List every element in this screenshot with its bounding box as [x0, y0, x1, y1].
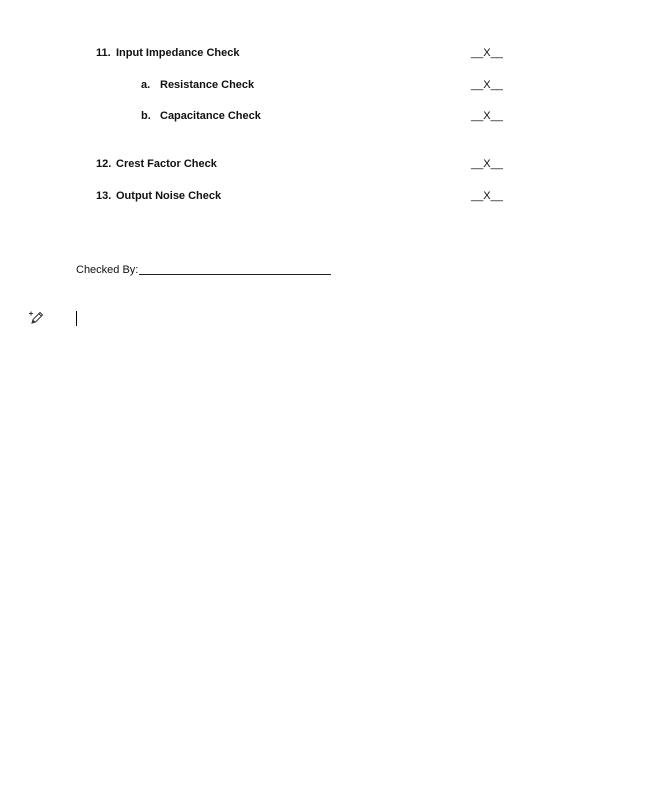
checked-by-label: Checked By:	[76, 264, 139, 276]
checklist-subitem-b	[141, 109, 261, 123]
item-mark: __X__	[471, 158, 503, 170]
checklist-subitem-a	[141, 78, 254, 92]
checklist-item-13	[96, 189, 221, 203]
item-number: 11.	[96, 47, 111, 59]
item-mark: __X__	[471, 190, 503, 202]
item-label: Capacitance Check	[160, 110, 261, 122]
item-number: a.	[141, 79, 151, 91]
item-label: Input Impedance Check	[116, 47, 240, 59]
item-label: Resistance Check	[160, 79, 255, 91]
item-label: Output Noise Check	[116, 190, 222, 202]
item-mark: __X__	[471, 79, 503, 91]
item-mark: __X__	[471, 110, 503, 122]
item-number: 13.	[96, 190, 112, 202]
pen-sparkle-icon[interactable]	[28, 309, 46, 327]
checklist-item-12	[96, 157, 217, 171]
checklist-item-11	[96, 46, 239, 60]
item-label: Crest Factor Check	[116, 158, 217, 170]
text-cursor	[76, 311, 77, 326]
signature-line[interactable]	[139, 274, 331, 275]
item-number: 12.	[96, 158, 112, 170]
item-mark: __X__	[471, 47, 503, 59]
item-number: b.	[141, 110, 151, 122]
